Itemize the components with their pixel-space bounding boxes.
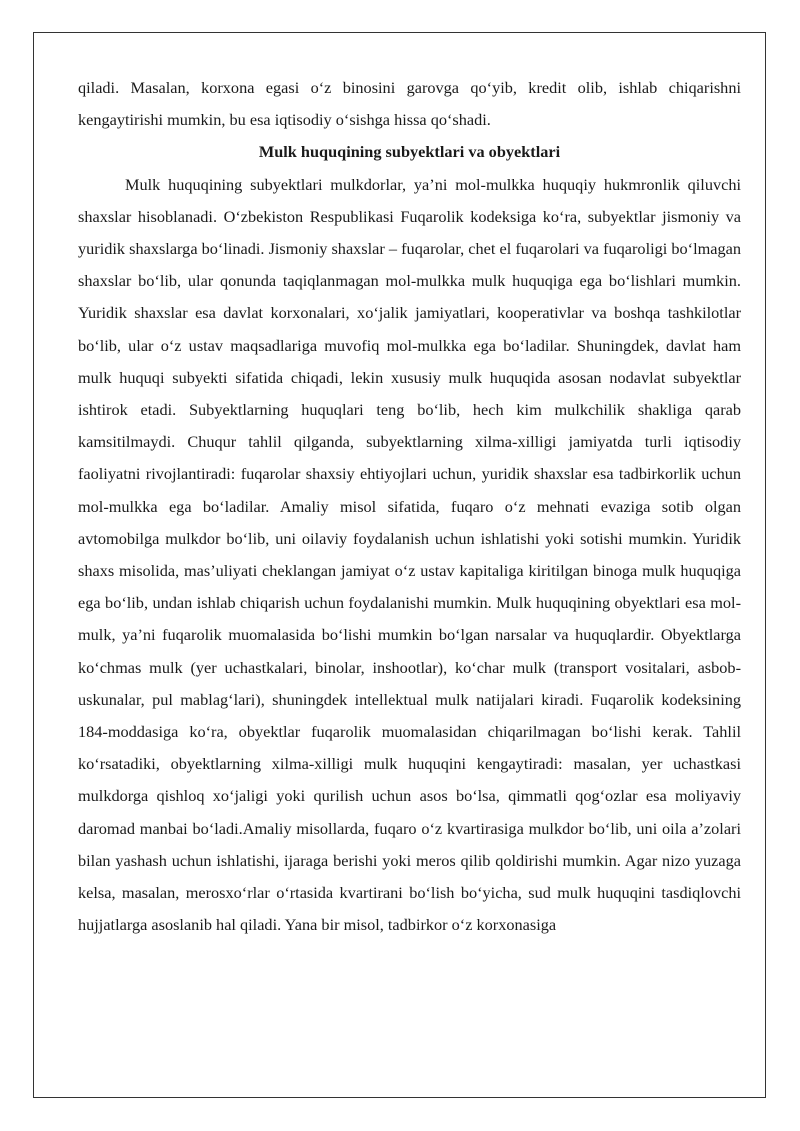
document-body bbox=[78, 72, 741, 941]
intro-paragraph: qiladi. Masalan, korxona egasi o‘z binosini garovga qo‘yib, kredit olib, ishlab chiqarishni kengaytirishi mumkin, bu esa iqtisodiy o‘sishga hissa qo‘shadi. bbox=[78, 78, 741, 130]
section-heading: Mulk huquqining subyektlari va obyektlari bbox=[258, 142, 561, 162]
body-paragraph: Mulk huquqining subyektlari mulkdorlar, ya’ni mol-mulkka huquqiy hukmronlik qiluvchi shaxslar hisoblanadi. O‘zbekiston Respublikasi Fuqarolik kodeksiga ko‘ra, subyektlar jismoniy va yuridik shaxslarga bo‘linadi. Jismoniy shaxslar – fuqarolar, chet el fuqarolari va fuqaroligi bo‘lmagan shaxslar bo‘lib, ular qonunda taqiqlanmagan mol-mulkka mulk huquqiga ega bo‘lishlari mumkin. Yuridik shaxslar esa davlat korxonalari, xo‘jalik jamiyatlari, kooperativlar va boshqa tashkilotlar bo‘lib, ular o‘z ustav maqsadlariga muvofiq mol-mulkka ega bo‘ladilar. Shuningdek, davlat ham mulk huquqi subyekti sifatida chiqadi, lekin xususiy mulk huquqida asosan nodavlat subyektlar ishtirok etadi. Subyektlarning huquqlari teng bo‘lib, hech kim mulkchilik shakliga qarab kamsitilmaydi. Chuqur tahlil qilganda, subyektlarning xilma-xilligi jamiyatda turli iqtisodiy faoliyatni rivojlantiradi: fuqarolar shaxsiy ehtiyojlari uchun, yuridik shaxslar esa tadbirkorlik uchun mol-mulkka ega bo‘ladilar. Amaliy misol sifatida, fuqaro o‘z mehnati evaziga sotib olgan avtomobilga mulkdor bo‘lib, uni oilaviy foydalanish uchun ishlatishi yoki sotishi mumkin. Yuridik shaxs misolida, mas’uliyati cheklangan jamiyat o‘z ustav kapitaliga kiritilgan binoga mulk huquqiga ega bo‘lib, undan ishlab chiqarish uchun foydalanishi mumkin. Mulk huquqining obyektlari esa mol-mulk, ya’ni fuqarolik muomalasida bo‘lishi mumkin bo‘lgan narsalar va huquqlardir. Obyektlarga ko‘chmas mulk (yer uchastkalari, binolar, inshootlar), ko‘char mulk (transport vositalari, asbob-uskunalar, pul mablag‘lari), shuningdek intellektual mulk natijalari kiradi. Fuqarolik kodeksining 184-moddasiga ko‘ra, obyektlar fuqarolik muomalasidan chiqarilmagan bo‘lishi kerak. Tahlil ko‘rsatadiki, obyektlarning xilma-xilligi mulk huquqini kengaytiradi: masalan, yer uchastkasi mulkdorga qishloq xo‘jaligi yoki qurilish uchun asos bo‘lsa, qimmatli qog‘ozlar esa moliyaviy daromad manbai bo‘ladi.Amaliy misollarda, fuqaro o‘z kvartirasiga mulkdor bo‘lib, uni oila a’zolari bilan yashash uchun ishlatishi, ijaraga berishi yoki meros qilib qoldirishi mumkin. Agar nizo yuzaga kelsa, masalan, merosxo‘rlar o‘rtasida kvartirani bo‘lish bo‘yicha, sud mulk huquqini tasdiqlovchi hujjatlarga asoslanib hal qiladi. Yana bir misol, tadbirkor o‘z korxonasiga bbox=[78, 174, 741, 935]
